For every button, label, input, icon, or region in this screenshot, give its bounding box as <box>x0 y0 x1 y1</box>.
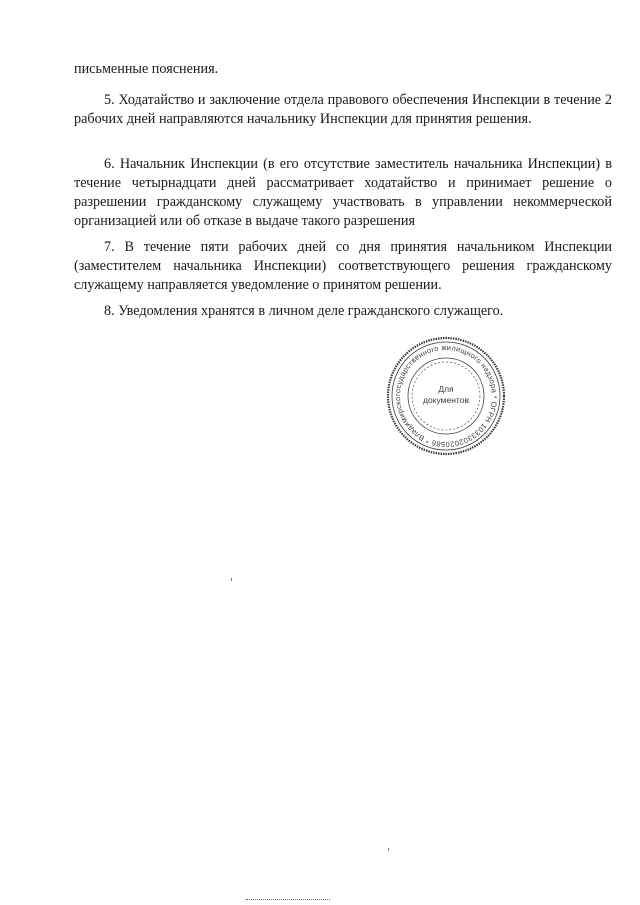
footer-dotted-line <box>246 899 330 900</box>
official-seal-stamp <box>385 335 507 457</box>
scan-speck <box>231 578 232 581</box>
paragraph-item-7: 7. В течение пяти рабочих дней со дня принятия начальником Инспекции (заместителем начальника Инспекции) соответствующего решения гражданскому служащему направляется уведомление о принятом решении. <box>74 239 612 293</box>
paragraph-item-6: 6. Начальник Инспекции (в его отсутствие заместитель начальника Инспекции) в течение четырнадцати дней рассматривает ходатайство и принимает решение о разрешении гражданскому служащему участвовать в управлении некоммерческой организацией или об отказе в выдаче такого разрешения <box>74 156 612 229</box>
paragraph-item-8: 8. Уведомления хранятся в личном деле гражданского служащего. <box>104 303 504 319</box>
stamp-ring-text: государственного жилищного надзора * ОГРН 1033302020586 * Владимирско <box>392 342 500 450</box>
stamp-center-line2: документов <box>423 395 469 405</box>
paragraph-item-5: 5. Ходатайство и заключение отдела правового обеспечения Инспекции в течение 2 рабочих дней направляются начальнику Инспекции для принятия решения. <box>74 92 612 127</box>
paragraph-continuation: письменные пояснения. <box>74 61 219 77</box>
scan-speck <box>388 848 389 851</box>
stamp-center-line1: Для <box>438 384 454 394</box>
